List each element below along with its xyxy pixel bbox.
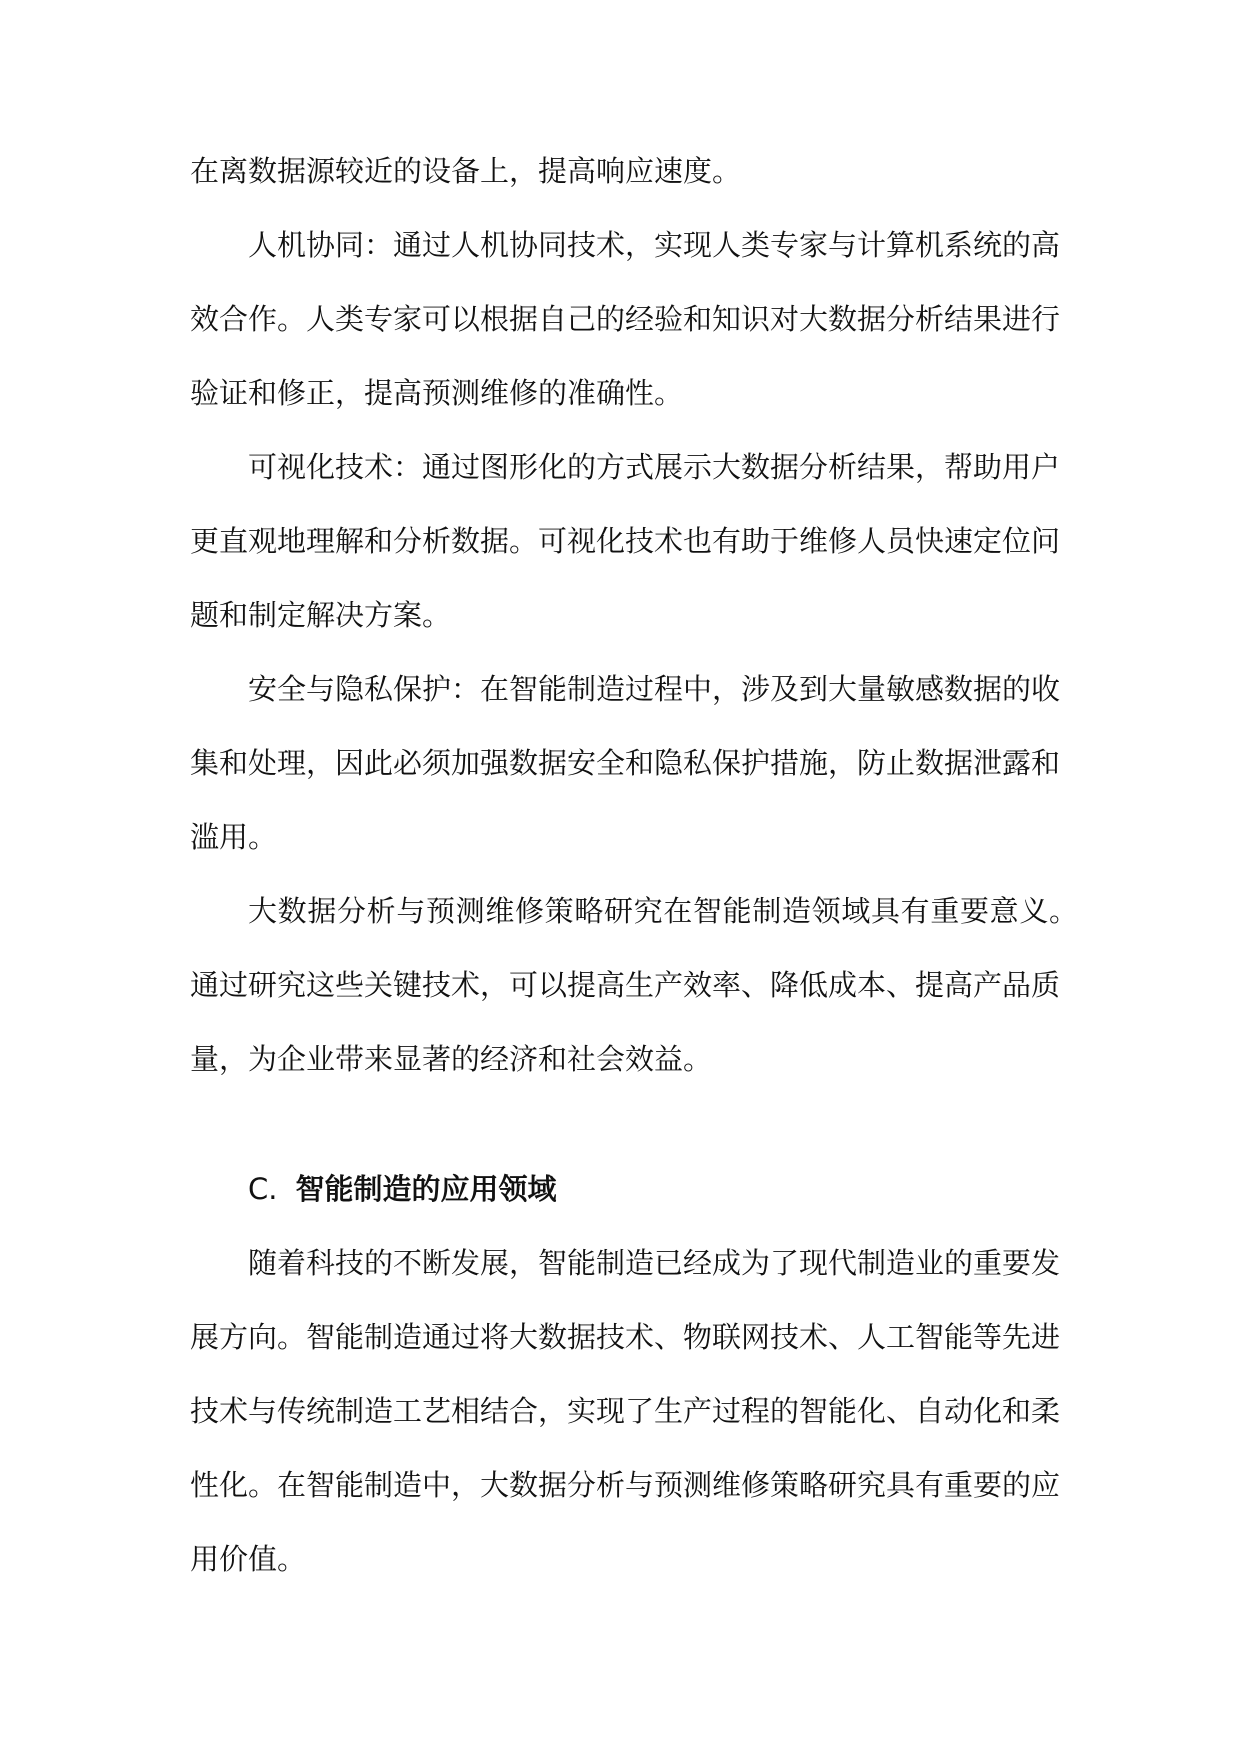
paragraph-line: 可视化技术：通过图形化的方式展示大数据分析结果，帮助用户 — [248, 450, 1061, 484]
section-heading — [248, 1166, 556, 1212]
paragraph-line: 在离数据源较近的设备上，提高响应速度。 — [190, 154, 742, 188]
paragraph-line: 展方向。智能制造通过将大数据技术、物联网技术、人工智能等先进 — [190, 1320, 1061, 1354]
section-number: C. — [248, 1172, 278, 1206]
paragraph-line: 更直观地理解和分析数据。可视化技术也有助于维修人员快速定位问 — [190, 524, 1061, 558]
paragraph-line: 随着科技的不断发展，智能制造已经成为了现代制造业的重要发 — [248, 1246, 1061, 1280]
paragraph-line: 大数据分析与预测维修策略研究在智能制造领域具有重要意义。 — [248, 894, 1078, 928]
paragraph-line: 量，为企业带来显著的经济和社会效益。 — [190, 1042, 713, 1076]
paragraph-line: 性化。在智能制造中，大数据分析与预测维修策略研究具有重要的应 — [190, 1468, 1061, 1502]
paragraph-line: 滥用。 — [190, 820, 278, 854]
paragraph-line: 用价值。 — [190, 1542, 307, 1576]
paragraph-line: 效合作。人类专家可以根据自己的经验和知识对大数据分析结果进行 — [190, 302, 1061, 336]
paragraph-line: 通过研究这些关键技术，可以提高生产效率、降低成本、提高产品质 — [190, 968, 1061, 1002]
paragraph-line: 安全与隐私保护：在智能制造过程中，涉及到大量敏感数据的收 — [248, 672, 1061, 706]
paragraph-line: 题和制定解决方案。 — [190, 598, 452, 632]
section-title: 智能制造的应用领域 — [295, 1172, 557, 1206]
paragraph-line: 验证和修正，提高预测维修的准确性。 — [190, 376, 684, 410]
paragraph-line: 技术与传统制造工艺相结合，实现了生产过程的智能化、自动化和柔 — [190, 1394, 1061, 1428]
paragraph-line: 人机协同：通过人机协同技术，实现人类专家与计算机系统的高 — [248, 228, 1061, 262]
paragraph-line: 集和处理，因此必须加强数据安全和隐私保护措施，防止数据泄露和 — [190, 746, 1061, 780]
